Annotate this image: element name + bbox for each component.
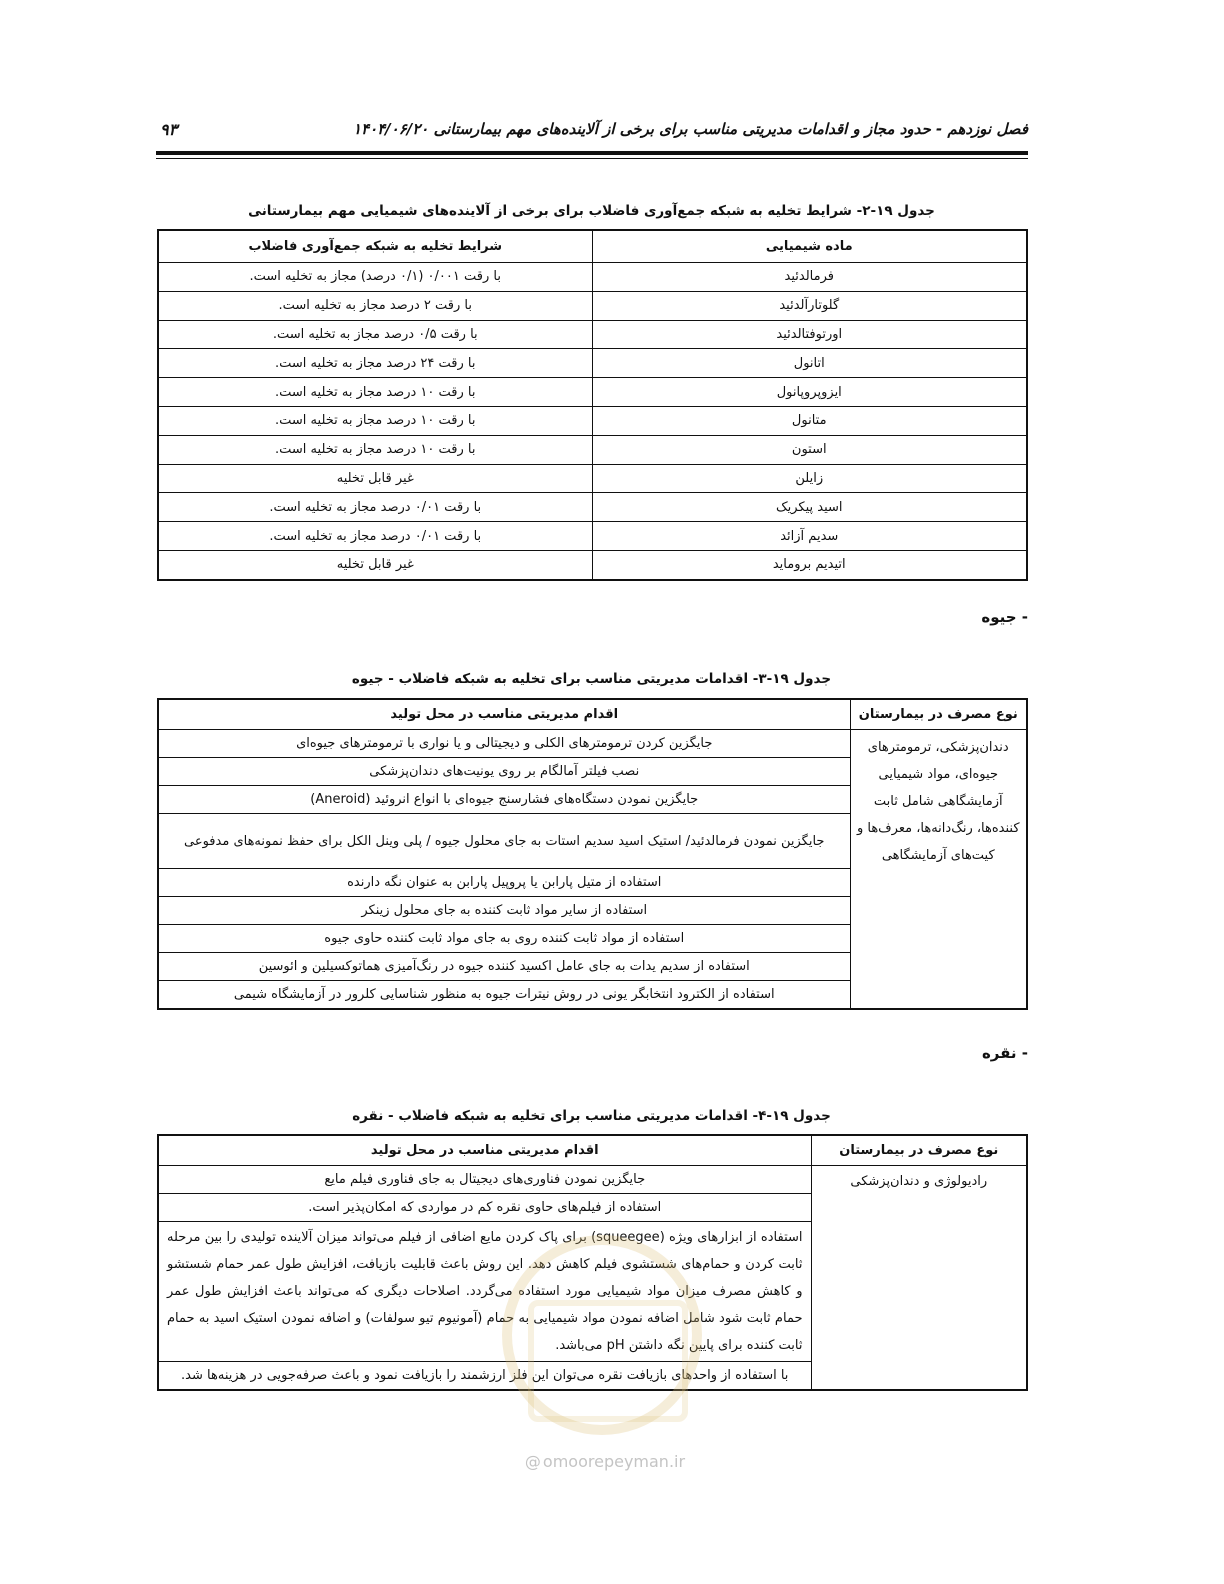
at-sign-icon: @	[524, 1452, 541, 1471]
table-row	[158, 263, 1027, 292]
condition-cell: با رقت ۱۰ درصد مجاز به تخلیه است.	[158, 378, 592, 407]
section-title-mercury: - جیوه	[981, 608, 1028, 626]
condition-cell: با رقت ۲۴ درصد مجاز به تخلیه است.	[158, 349, 592, 378]
condition-cell: غیر قابل تخلیه	[158, 464, 592, 493]
chemical-cell: اورتوفتالدئید	[592, 320, 1027, 349]
silver-actions-table	[157, 1134, 1028, 1391]
column-header-usage: نوع مصرف در بیمارستان	[850, 699, 1027, 730]
chemical-cell: متانول	[592, 406, 1027, 435]
chemical-cell: سدیم آزائد	[592, 522, 1027, 551]
usage-category-cell: دندان‌پزشکی، ترمومترهای جیوه‌ای، مواد شیمیایی آزمایشگاهی شامل ثابت کننده‌ها، رنگ‌دانه‌ها، معرف‌ها و کیت‌های آزمایشگاهی	[850, 730, 1027, 1010]
action-cell: جایگزین نمودن فرمالدئید/ استیک اسید سدیم استات به جای محلول جیوه / پلی وینل الکل برای حفظ نمونه‌های مدفوعی	[158, 814, 850, 869]
mercury-actions-table	[157, 698, 1028, 1010]
condition-cell: با رقت ۱۰ درصد مجاز به تخلیه است.	[158, 406, 592, 435]
action-cell: نصب فیلتر آمالگام بر روی یونیت‌های دندان‌پزشکی	[158, 758, 850, 786]
chemical-cell: استون	[592, 435, 1027, 464]
table-row	[158, 730, 1027, 758]
chemical-cell: اتیدیم بروماید	[592, 550, 1027, 579]
usage-category-cell: رادیولوژی و دندان‌پزشکی	[811, 1166, 1027, 1391]
column-header-action: اقدام مدیریتی مناسب در محل تولید	[158, 1135, 811, 1166]
condition-cell: غیر قابل تخلیه	[158, 550, 592, 579]
condition-cell: با رقت ۰/۰۱ درصد مجاز به تخلیه است.	[158, 522, 592, 551]
action-cell: جایگزین نمودن دستگاه‌های فشارسنج جیوه‌ای با انواع انروئید (Aneroid)	[158, 786, 850, 814]
action-cell: استفاده از سدیم یدات به جای عامل اکسید کننده جیوه در رنگ‌آمیزی هماتوکسیلین و ائوسین	[158, 953, 850, 981]
table-header-row	[158, 699, 1027, 730]
table-row	[158, 291, 1027, 320]
column-header-condition: شرایط تخلیه به شبکه جمع‌آوری فاضلاب	[158, 230, 592, 263]
table-row	[158, 464, 1027, 493]
table-row	[158, 493, 1027, 522]
action-cell: استفاده از فیلم‌های حاوی نقره کم در مواردی که امکان‌پذیر است.	[158, 1194, 811, 1222]
table2-caption: جدول ۱۹-۳- اقدامات مدیریتی مناسب برای تخلیه به شبکه فاضلاب - جیوه	[351, 671, 832, 687]
table-row	[158, 349, 1027, 378]
table-row	[158, 522, 1027, 551]
watermark-website-text: omoorepeyman.ir	[542, 1452, 686, 1471]
chemical-cell: فرمالدئید	[592, 263, 1027, 292]
header-rule-thick	[156, 151, 1028, 155]
table-row	[158, 435, 1027, 464]
table-row	[158, 406, 1027, 435]
table3-caption: جدول ۱۹-۴- اقدامات مدیریتی مناسب برای تخلیه به شبکه فاضلاب - نقره	[352, 1108, 831, 1124]
section-title-silver: - نقره	[981, 1044, 1028, 1062]
watermark-website	[505, 1452, 705, 1471]
chemical-cell: گلوتارآلدئید	[592, 291, 1027, 320]
table-row	[158, 550, 1027, 579]
chemical-cell: اتانول	[592, 349, 1027, 378]
action-cell: استفاده از ابزارهای ویژه (squeegee) برای پاک کردن مایع اضافی از فیلم می‌تواند میزان آلاینده تولیدی را بین مرحله ثابت کردن و حمام‌های شستشوی فیلم کاهش دهد. این روش باعث قابلیت بازیافت، افزایش طول عمر حمام شستشو و کاهش مصرف میزان مواد شیمیایی مورد استفاده می‌گردد. اصلاحات دیگری که می‌تواند باعث افزایش طول عمر حمام ثابت شود شامل اضافه نمودن مواد شیمیایی به حمام (آمونیوم تیو سولفات) و اضافه نمودن استیک اسید به حمام ثابت کننده برای پایین نگه داشتن pH می‌باشد.	[158, 1222, 811, 1362]
column-header-usage: نوع مصرف در بیمارستان	[811, 1135, 1027, 1166]
action-cell: با استفاده از واحدهای بازیافت نقره می‌توان این فلز ارزشمند را بازیافت نمود و باعث صرفه‌جویی در هزینه‌ها شد.	[158, 1362, 811, 1391]
discharge-conditions-table	[157, 229, 1028, 581]
column-header-action: اقدام مدیریتی مناسب در محل تولید	[158, 699, 850, 730]
table-header-row	[158, 230, 1027, 263]
table-header-row	[158, 1135, 1027, 1166]
condition-cell: با رقت ۰/۰۱ درصد مجاز به تخلیه است.	[158, 493, 592, 522]
condition-cell: با رقت ۲ درصد مجاز به تخلیه است.	[158, 291, 592, 320]
chemical-cell: زایلن	[592, 464, 1027, 493]
action-cell: جایگزین کردن ترمومترهای الکلی و دیجیتالی و یا نواری با ترمومترهای جیوه‌ای	[158, 730, 850, 758]
condition-cell: با رقت ۰/۰۰۱ (۰/۱ درصد) مجاز به تخلیه است.	[158, 263, 592, 292]
action-cell: جایگزین نمودن فناوری‌های دیجیتال به جای فناوری فیلم مایع	[158, 1166, 811, 1194]
table1-caption: جدول ۱۹-۲- شرایط تخلیه به شبکه جمع‌آوری فاضلاب برای برخی از آلاینده‌های شیمیایی مهم بیمارستانی	[248, 203, 935, 219]
condition-cell: با رقت ۱۰ درصد مجاز به تخلیه است.	[158, 435, 592, 464]
chemical-cell: ایزوپروپانول	[592, 378, 1027, 407]
column-header-chemical: ماده شیمیایی	[592, 230, 1027, 263]
page-number: ۹۳	[160, 120, 178, 139]
action-cell: استفاده از مواد ثابت کننده روی به جای مواد ثابت کننده حاوی جیوه	[158, 925, 850, 953]
table-row	[158, 1166, 1027, 1194]
action-cell: استفاده از سایر مواد ثابت کننده به جای محلول زینکر	[158, 897, 850, 925]
condition-cell: با رقت ۰/۵ درصد مجاز به تخلیه است.	[158, 320, 592, 349]
chapter-title: فصل نوزدهم - حدود مجاز و اقدامات مدیریتی مناسب برای برخی از آلاینده‌های مهم بیمارستانی ۱۴۰۴/۰۶/۲۰	[352, 120, 1028, 138]
table-row	[158, 378, 1027, 407]
action-cell: استفاده از متیل پارابن یا پروپیل پارابن به عنوان نگه دارنده	[158, 869, 850, 897]
action-cell: استفاده از الکترود انتخابگر یونی در روش نیترات جیوه به منظور شناسایی کلرور در آزمایشگاه شیمی	[158, 981, 850, 1010]
page-header	[156, 118, 1028, 148]
chemical-cell: اسید پیکریک	[592, 493, 1027, 522]
header-rule-thin	[156, 158, 1028, 159]
table-row	[158, 320, 1027, 349]
